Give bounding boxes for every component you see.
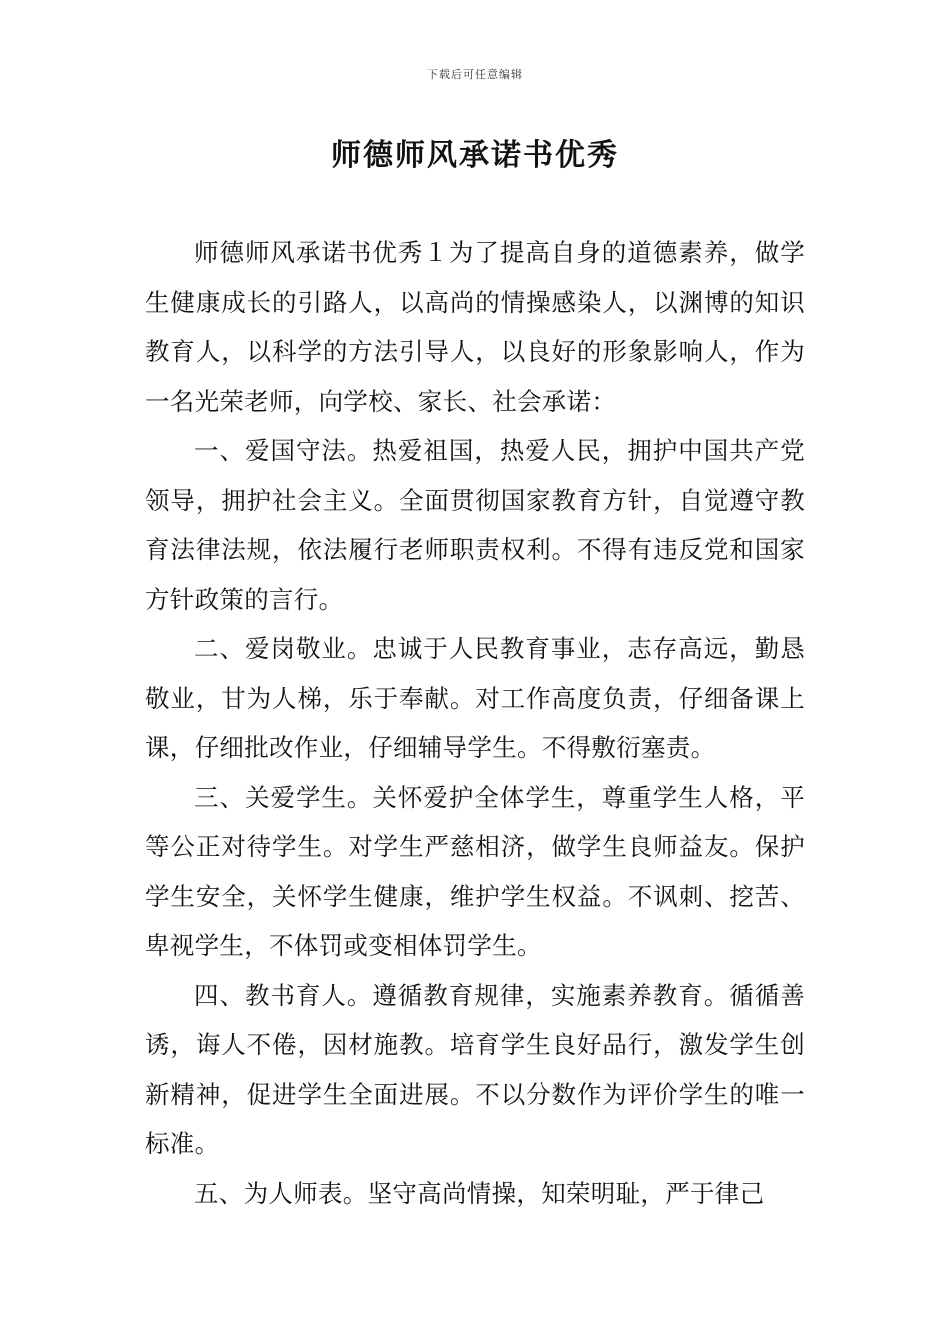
paragraph-item-3: 三、关爱学生。关怀爱护全体学生，尊重学生人格，平等公正对待学生。对学生严慈相济，做学生良师益友。保护学生安全，关怀学生健康，维护学生权益。不讽刺、挖苦、卑视学生，不体罚或变相体罚学生。 — [145, 782, 805, 960]
paragraph-intro: 师德师风承诺书优秀１为了提高自身的道德素养，做学生健康成长的引路人，以高尚的情操感染人，以渊博的知识教育人，以科学的方法引导人，以良好的形象影响人，作为一名光荣老师，向学校、家长、社会承诺： — [145, 238, 805, 416]
header-note: 下载后可任意编辑 — [427, 68, 523, 81]
document-body — [145, 228, 805, 1218]
paragraph-item-4: 四、教书育人。遵循教育规律，实施素养教育。循循善诱，诲人不倦，因材施教。培育学生良好品行，激发学生创新精神，促进学生全面进展。不以分数作为评价学生的唯一标准。 — [145, 980, 805, 1158]
paragraph-item-5: 五、为人师表。坚守高尚情操，知荣明耻，严于律己 — [194, 1178, 765, 1208]
paragraph-item-1: 一、爱国守法。热爱祖国，热爱人民，拥护中国共产党领导，拥护社会主义。全面贯彻国家教育方针，自觉遵守教育法律法规，依法履行老师职责权利。不得有违反党和国家方针政策的言行。 — [145, 436, 805, 614]
paragraph-item-2: 二、爱岗敬业。忠诚于人民教育事业，志存高远，勤恳敬业，甘为人梯，乐于奉献。对工作高度负责，仔细备课上课，仔细批改作业，仔细辅导学生。不得敷衍塞责。 — [145, 634, 805, 762]
document-title: 师德师风承诺书优秀 — [331, 138, 619, 173]
